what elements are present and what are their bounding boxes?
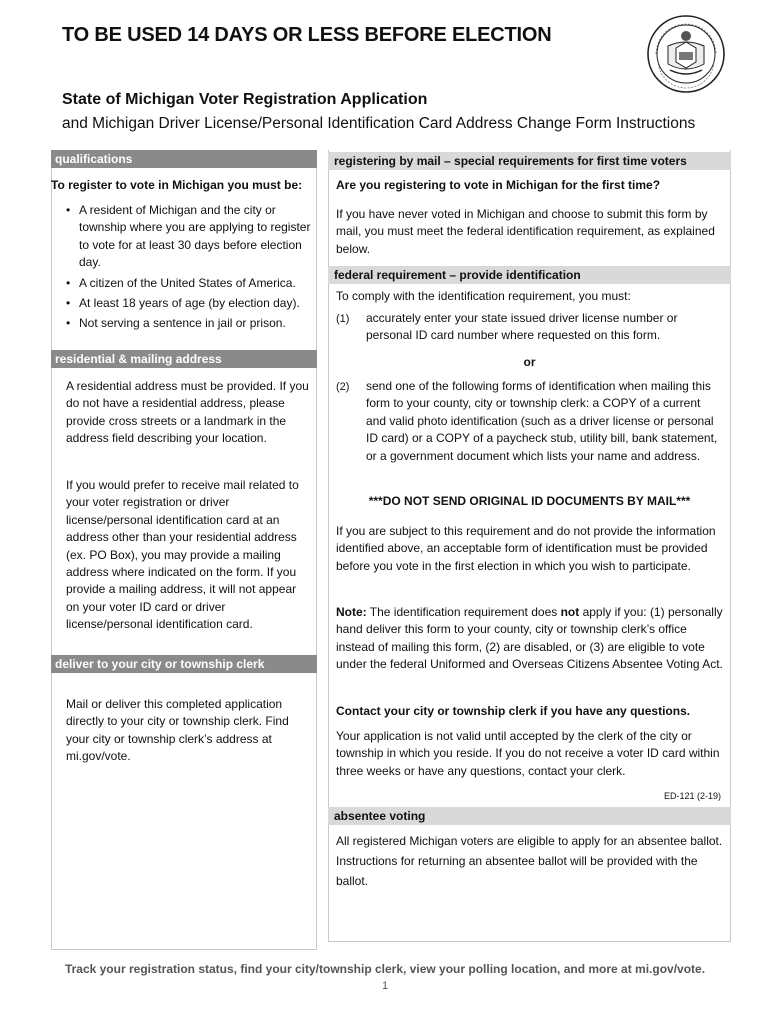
note-text-a: The identification requirement does: [369, 605, 561, 619]
item-2-number: (2): [336, 381, 350, 393]
mail-paragraph: If you have never voted in Michigan and choose to submit this form by mail, you must meet the federal identification requirement, as explained below.: [336, 207, 715, 256]
id-warning: ***DO NOT SEND ORIGINAL ID DOCUMENTS BY MAIL***: [368, 494, 691, 508]
note-text-b: apply if you: (1) personally hand deliver this form to your county, city or township clerk’s office instead of mailing this form, (2) are disabled, or (3) are eligible to vote under the federal Uniformed and Overseas Citizens Absentee Voting Act.: [336, 605, 723, 672]
footer-text: Track your registration status, find your city/township clerk, view your polling location, and more at mi.gov/vote.: [64, 962, 706, 976]
list-item: • At least 18 years of age (by election day).: [66, 295, 312, 312]
absentee-paragraph: All registered Michigan voters are eligible to apply for an absentee ballot. Instructions for returning an absentee ballot will be provided with the ballot.: [336, 834, 723, 888]
residential-paragraph-2: If you would prefer to receive mail related to your voter registration or driver license/personal identification card at an address other than your residential address (ex. PO Box), you may provide a mailing address where indicated on the form. If you provide a mailing address, it will not appear on your voter ID card or driver license/personal identification card.: [66, 478, 299, 632]
form-subtitle: and Michigan Driver License/Personal Identification Card Address Change Form Instructions: [62, 115, 696, 132]
michigan-seal-logo: [646, 14, 726, 94]
list-item: • A resident of Michigan and the city or township where you are applying to register to vote for at least 30 days before election day.: [66, 202, 312, 272]
deliver-heading: deliver to your city or township clerk: [51, 655, 317, 673]
item-1-text: accurately enter your state issued driver license number or personal ID card number where requested on this form.: [366, 311, 678, 343]
qualifications-intro: To register to vote in Michigan you must be:: [51, 178, 303, 192]
qualifications-heading: qualifications: [51, 150, 317, 168]
mail-question: Are you registering to vote in Michigan for the first time?: [336, 178, 661, 192]
item-1-number: (1): [336, 313, 350, 325]
form-number: ED-121 (2-19): [664, 791, 722, 801]
federal-intro: To comply with the identification requirement, you must:: [336, 289, 631, 303]
note-paragraph: [336, 604, 724, 674]
residential-paragraph-1: A residential address must be provided. If you do not have a residential address, please provide cross streets or a landmark in the address field describing your location.: [66, 379, 309, 446]
qualifications-list: [66, 202, 312, 336]
note-not: not: [560, 605, 580, 619]
page-number: 1: [381, 980, 389, 992]
item-2-text: send one of the following forms of identification when mailing this form to your county, city or township clerk: a COPY of a current and valid photo identification (such as a driver license or personal ID card) or a COPY of a paycheck stub, utility bill, bank statement, or a government document which lists your name and address.: [366, 379, 718, 463]
list-item: • Not serving a sentence in jail or prison.: [66, 315, 312, 332]
contact-clerk: Contact your city or township clerk if you have any questions.: [336, 704, 691, 718]
valid-paragraph: Your application is not valid until accepted by the clerk of the city or township in which you reside. If you do not receive a voter ID card within three weeks or have any questions, contact your clerk.: [336, 729, 720, 778]
deliver-paragraph: Mail or deliver this completed application directly to your city or township clerk. Find your city or township clerk’s address at mi.gov/vote.: [66, 697, 289, 764]
list-item: • A citizen of the United States of America.: [66, 275, 312, 292]
form-title: State of Michigan Voter Registration Application: [62, 91, 428, 108]
election-notice: TO BE USED 14 DAYS OR LESS BEFORE ELECTION: [62, 24, 552, 46]
federal-heading: federal requirement – provide identification: [328, 266, 731, 284]
note-label: Note:: [336, 605, 367, 619]
absentee-heading: absentee voting: [328, 807, 731, 825]
or-separator: or: [523, 355, 536, 369]
mail-heading: registering by mail – special requirements for first time voters: [328, 152, 731, 170]
residential-heading: residential & mailing address: [51, 350, 317, 368]
subject-paragraph: If you are subject to this requirement and do not provide the information identified above, an acceptable form of identification must be provided before you vote in the first election in which you wish to participate.: [336, 524, 716, 573]
